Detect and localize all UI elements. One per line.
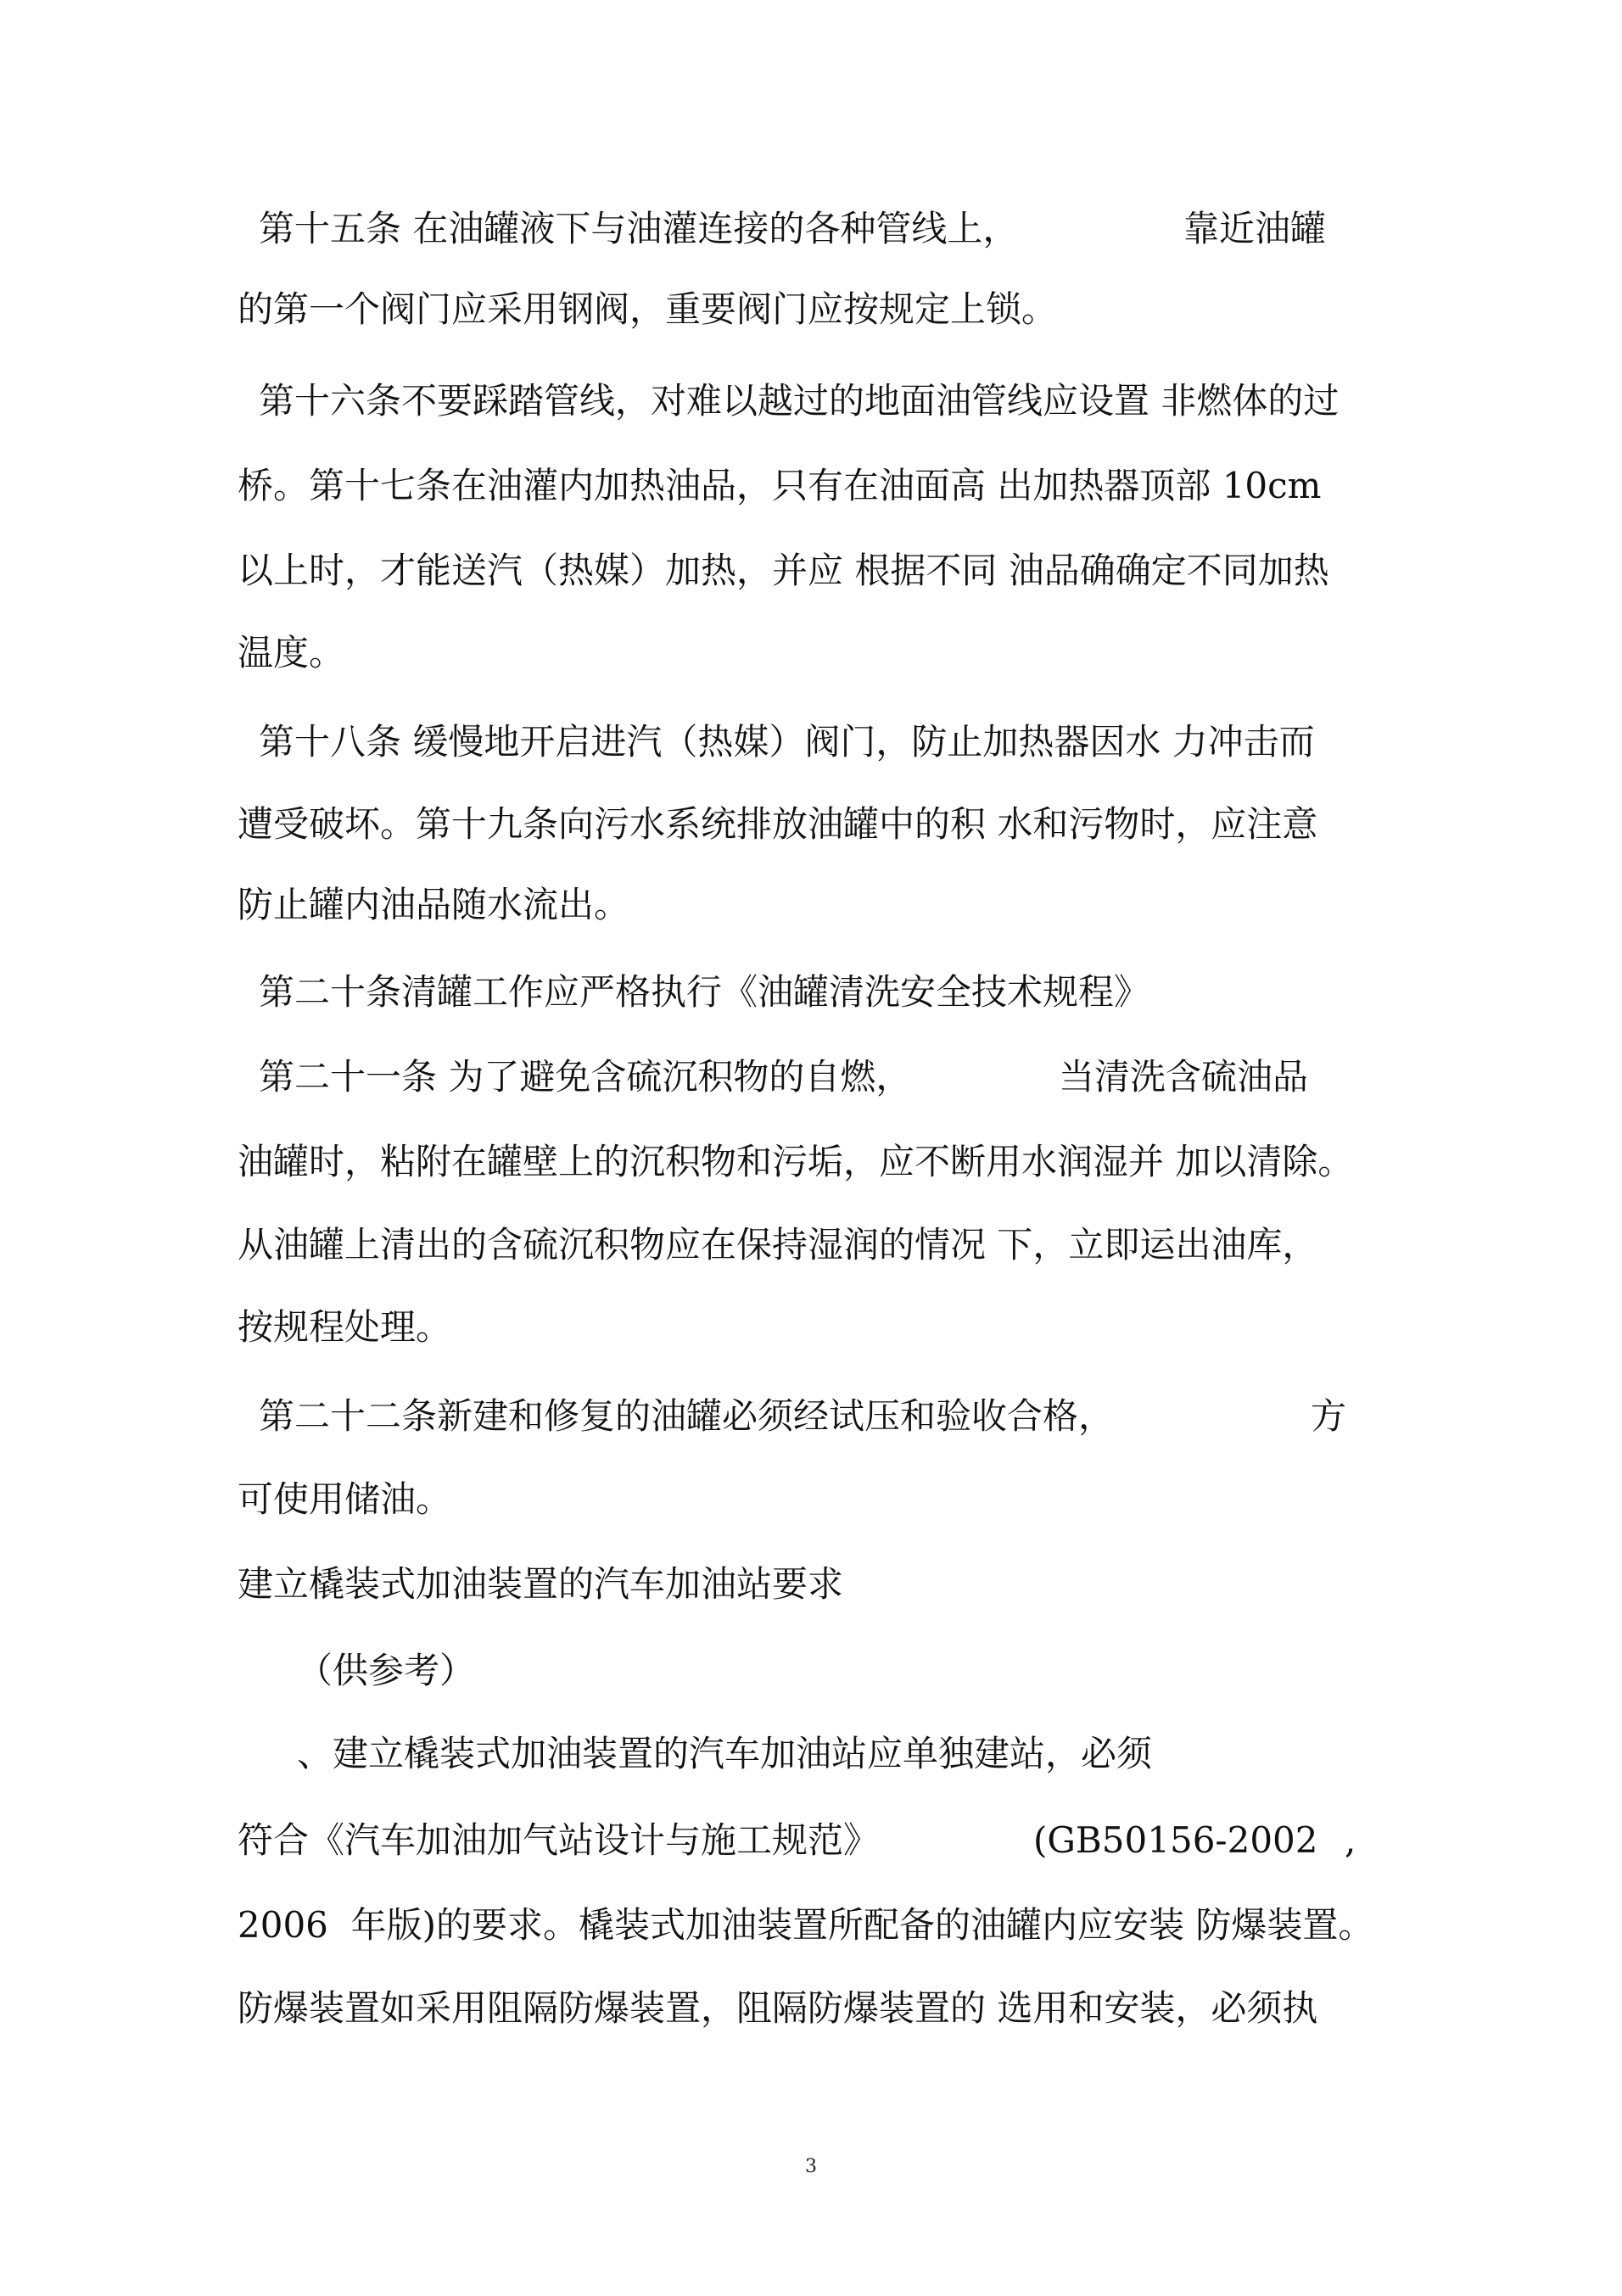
text-line: 方 bbox=[1311, 1395, 1347, 1437]
text-line: 防爆装置如采用阻隔防爆装置，阻隔防爆装置的 选用和安装，必须执 bbox=[238, 1987, 1318, 2029]
text-line: 当清洗含硫油品 bbox=[1059, 1056, 1309, 1098]
text-line: 靠近油罐 bbox=[1183, 208, 1327, 249]
text-line: 2006 年版)的要求。橇装式加油装置所配备的油罐内应安装 防爆装置。 bbox=[238, 1904, 1374, 1946]
text-line: , bbox=[1345, 1819, 1356, 1861]
text-line: 遭受破坏。第十九条向污水系统排放油罐中的积 水和污物时，应注意 bbox=[238, 803, 1318, 845]
text-line: 的第一个阀门应采用钢阀，重要阀门应按规定上锁。 bbox=[238, 288, 1058, 330]
text-line: 、建立橇装式加油装置的汽车加油站应单独建站，必须 bbox=[297, 1733, 1153, 1774]
text-line: 第十八条 缓慢地开启进汽（热媒）阀门，防止加热器因水 力冲击而 bbox=[259, 721, 1315, 763]
text-line: （供参考） bbox=[297, 1650, 476, 1691]
text-line: 第十五条 在油罐液下与油灌连接的各种管线上， bbox=[259, 208, 1019, 249]
text-line: 温度。 bbox=[238, 632, 345, 673]
text-line: 防止罐内油品随水流出。 bbox=[238, 884, 630, 925]
text-line: 符合《汽车加油加气站设计与施工规范》 bbox=[238, 1819, 880, 1861]
text-line: 第二十条清罐工作应严格执行《油罐清洗安全技术规程》 bbox=[259, 971, 1150, 1013]
text-line: 按规程处理。 bbox=[238, 1306, 452, 1348]
text-line: 可使用储油。 bbox=[238, 1478, 452, 1520]
heading: 建立橇装式加油装置的汽车加油站要求 bbox=[238, 1563, 844, 1605]
page-number: 3 bbox=[805, 2156, 817, 2177]
text-line: (GB50156-2002 bbox=[1033, 1819, 1318, 1861]
text-line: 以上时，才能送汽（热媒）加热，并应 根据不同 油品确确定不同加热 bbox=[238, 550, 1329, 591]
text-line: 第二十一条 为了避免含硫沉积物的自燃， bbox=[259, 1056, 912, 1098]
text-line: 油罐时，粘附在罐壁上的沉积物和污垢，应不断用水润湿并 加以清除。 bbox=[238, 1141, 1354, 1182]
text-line: 第十六条不要踩踏管线，对难以越过的地面油管线应设置 非燃体的过 bbox=[259, 380, 1340, 422]
text-line: 第二十二条新建和修复的油罐必须经试压和验收合格， bbox=[259, 1395, 1115, 1437]
text-line: 从油罐上清出的含硫沉积物应在保持湿润的情况 下，立即运出油库， bbox=[238, 1224, 1318, 1265]
text-line: 桥。第十七条在油灌内加热油品，只有在油面高 出加热器顶部 10cm bbox=[238, 465, 1322, 506]
